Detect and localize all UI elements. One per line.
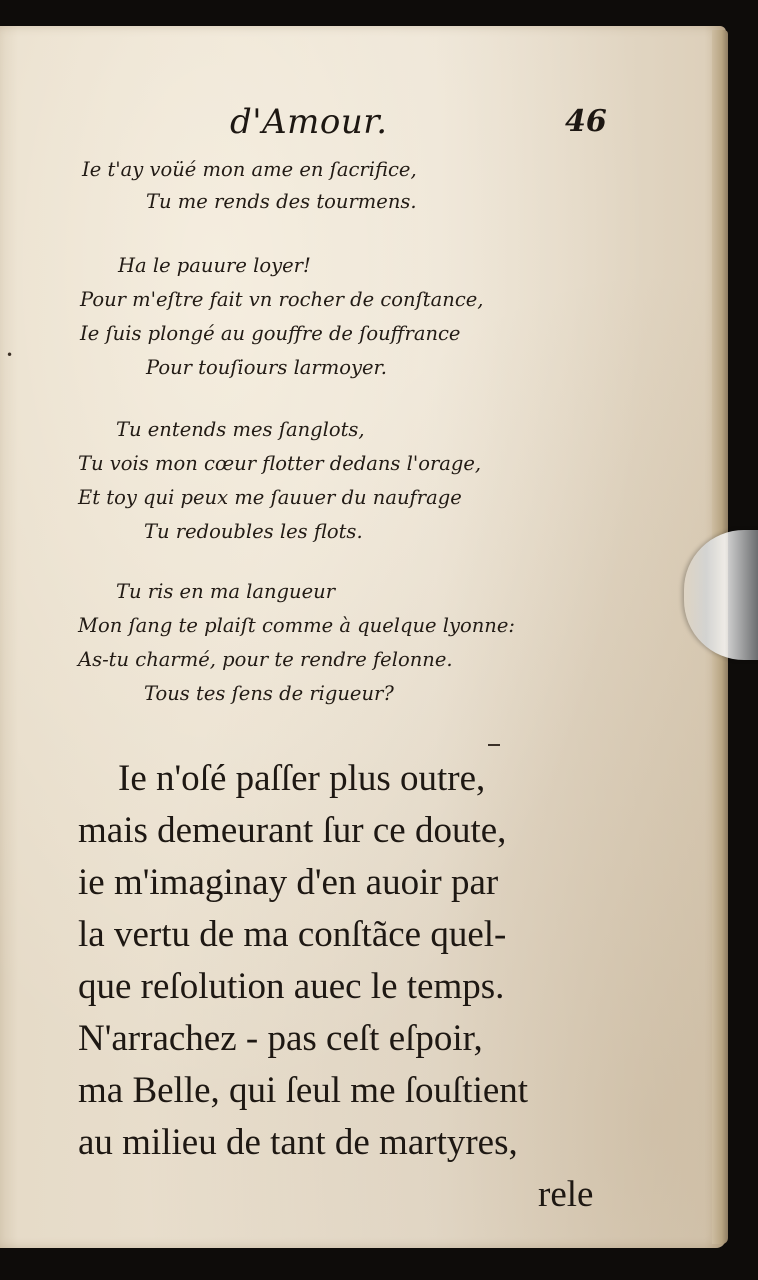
- prose-line: N'arrachez - pas ceſt eſpoir,: [78, 1018, 483, 1059]
- verse-line: Ha le pauure loyer!: [118, 254, 311, 277]
- verse-line: Pour touſiours larmoyer.: [146, 356, 387, 379]
- prose-line: la vertu de ma conſtãce quel-: [78, 914, 507, 955]
- prose-line: mais demeurant ſur ce doute,: [78, 810, 507, 851]
- verse-line: Tu entends mes ſanglots,: [116, 418, 365, 441]
- verse-line: As-tu charmé, pour te rendre felonne.: [78, 648, 453, 671]
- verse-line: Tu me rends des tourmens.: [146, 190, 417, 213]
- catchword: rele: [538, 1174, 594, 1215]
- verse-line: Tu vois mon cœur flotter dedans l'orage,: [78, 452, 482, 475]
- prose-line: ma Belle, qui ſeul me ſouſtient: [78, 1070, 529, 1111]
- margin-mark: •: [6, 348, 14, 362]
- ornament-dash: [488, 744, 500, 746]
- verse-line: Mon ſang te plaiſt comme à quelque lyonne:: [78, 614, 515, 637]
- prose-line: ie m'imaginay d'en auoir par: [78, 862, 499, 903]
- running-head: d'Amour.: [230, 102, 388, 142]
- verse-line: Et toy qui peux me ſauuer du naufrage: [78, 486, 462, 509]
- prose-line: au milieu de tant de martyres,: [78, 1122, 518, 1163]
- verse-line: Ie ſuis plongé au gouffre de ſouffrance: [80, 322, 461, 345]
- verse-line: Tu ris en ma langueur: [116, 580, 336, 603]
- page-number: 46: [565, 104, 607, 139]
- verse-line: Tu redoubles les flots.: [144, 520, 363, 543]
- prose-line: Ie n'oſé paſſer plus outre,: [118, 758, 486, 799]
- verse-line: Pour m'eſtre fait vn rocher de conſtance,: [80, 288, 484, 311]
- prose-line: que reſolution auec le temps.: [78, 966, 505, 1007]
- verse-line: Ie t'ay voüé mon ame en ſacrifice,: [82, 158, 417, 181]
- verse-line: Tous tes ſens de rigueur?: [144, 682, 394, 705]
